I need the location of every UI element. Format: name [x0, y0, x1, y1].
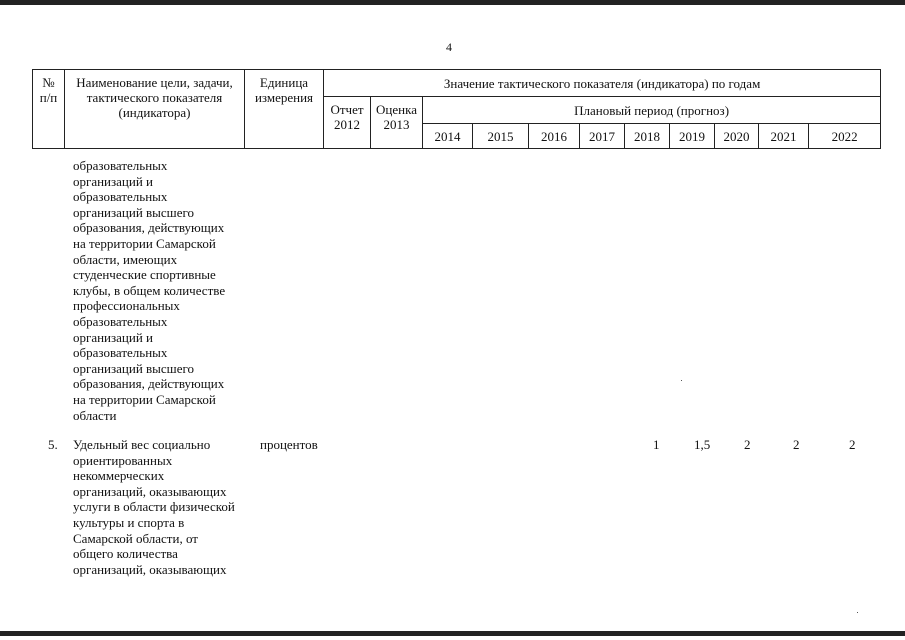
column-header-values-label: Значение тактического показателя (индикатора) по годам [443, 75, 761, 91]
value-2018: 1 [653, 437, 660, 452]
indicator-table-header [32, 69, 881, 149]
value-2020: 2 [744, 437, 751, 452]
value-2022: 2 [849, 437, 856, 452]
bottom-border-line [0, 631, 905, 636]
column-header-unit-label: Единица измерения [254, 75, 314, 105]
scan-speck [681, 380, 682, 381]
column-header-plan-period [423, 97, 881, 124]
value-2021: 2 [793, 437, 800, 452]
column-header-report-label: Отчет 2012 [330, 102, 364, 132]
column-header-report [324, 97, 371, 149]
column-header-year: 2022 [809, 124, 881, 149]
column-header-estimate-label: Оценка 2013 [376, 102, 417, 132]
top-border-line [0, 0, 905, 5]
column-header-year: 2014 [423, 124, 473, 149]
column-header-unit [245, 70, 324, 149]
row-number: 5. [48, 437, 58, 452]
column-header-estimate [371, 97, 423, 149]
column-header-number [33, 70, 65, 149]
column-header-name [65, 70, 245, 149]
scan-speck [857, 612, 858, 613]
column-header-year: 2016 [529, 124, 580, 149]
row-continued-name: образовательных организаций и образовательных организаций высшего образования, действующих на территории Самарской области, имеющих студенческие спортивные клубы, в общем количестве профессиональных образовательных организаций и образовательных организаций высшего образования, действующих на территории Самарской области [73, 158, 226, 423]
column-header-year: 2017 [580, 124, 625, 149]
column-header-name-label: Наименование цели, задачи, тактического показателя (индикатора) [76, 75, 233, 120]
row-indicator-name: Удельный вес социально ориентированных некоммерческих организаций, оказывающих услуги в области физической культуры и спорта в Самарской области, от общего количества организаций, оказывающих [73, 437, 235, 577]
column-header-plan-label: Плановый период (прогноз) [574, 102, 730, 118]
value-2019: 1,5 [694, 437, 711, 452]
column-header-year: 2018 [625, 124, 670, 149]
column-header-year: 2015 [473, 124, 529, 149]
column-header-number-label: № п/п [39, 75, 58, 105]
row-unit: процентов [260, 437, 318, 452]
column-header-values-by-year [324, 70, 881, 97]
column-header-year: 2021 [759, 124, 809, 149]
page-number: 4 [446, 40, 452, 54]
column-header-year: 2020 [715, 124, 759, 149]
column-header-year: 2019 [670, 124, 715, 149]
